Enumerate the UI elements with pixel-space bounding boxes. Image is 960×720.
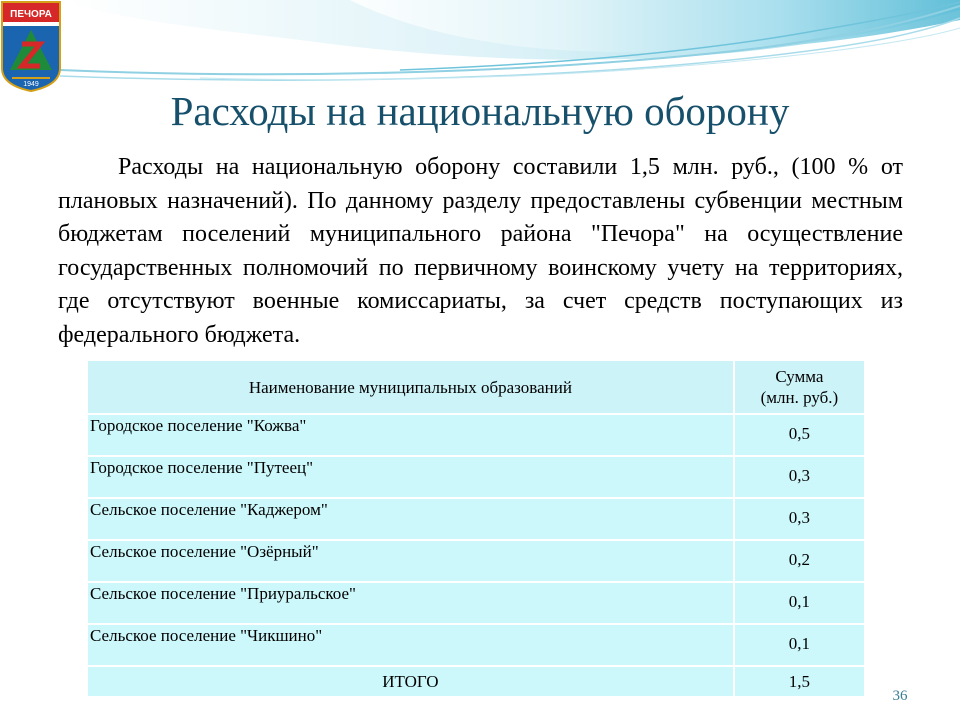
- page-number: 36: [892, 688, 908, 704]
- table-row: [87, 540, 865, 582]
- total-label: ИТОГО: [87, 666, 734, 697]
- emblem-year: 1949: [23, 81, 39, 88]
- row-name: Сельское поселение "Чикшино": [87, 624, 734, 666]
- row-value: 0,1: [734, 582, 865, 624]
- row-value: 0,3: [734, 456, 865, 498]
- table-row: [87, 456, 865, 498]
- row-name: Городское поселение "Кожва": [87, 414, 734, 456]
- row-name: Сельское поселение "Приуральское": [87, 582, 734, 624]
- row-value: 0,1: [734, 624, 865, 666]
- header-sum-column: [734, 360, 865, 414]
- table-total-row: [87, 666, 865, 697]
- table-row: [87, 582, 865, 624]
- row-value: 0,3: [734, 498, 865, 540]
- table-row: [87, 498, 865, 540]
- header-name-column: Наименование муниципальных образований: [87, 360, 734, 414]
- row-name: Городское поселение "Путеец": [87, 456, 734, 498]
- municipal-expenses-table: [86, 359, 866, 698]
- page-title: Расходы на национальную оборону: [170, 88, 790, 134]
- pechora-emblem: [0, 0, 62, 92]
- table-row: [87, 624, 865, 666]
- total-value: 1,5: [734, 666, 865, 697]
- municipal-table-container: [86, 359, 866, 698]
- body-paragraph: Расходы на национальную оборону составили 1,5 млн. руб., (100 % от плановых назначений). По данному разделу предоставлены субвенции местным бюджетам поселений муниципального района "Печора" на осуществление государственных полномочий по первичному воинскому учету на территориях, где отсутствуют военные комиссариаты, за счет средств поступающих из федерального бюджета.: [58, 154, 903, 348]
- table-row: [87, 414, 865, 456]
- row-value: 0,2: [734, 540, 865, 582]
- header-sum-unit: (млн. руб.): [760, 388, 839, 407]
- emblem-label: ПЕЧОРА: [10, 9, 52, 20]
- row-name: Сельское поселение "Озёрный": [87, 540, 734, 582]
- table-header-row: [87, 360, 865, 414]
- header-sum-label: Сумма: [775, 367, 824, 386]
- row-value: 0,5: [734, 414, 865, 456]
- row-name: Сельское поселение "Каджером": [87, 498, 734, 540]
